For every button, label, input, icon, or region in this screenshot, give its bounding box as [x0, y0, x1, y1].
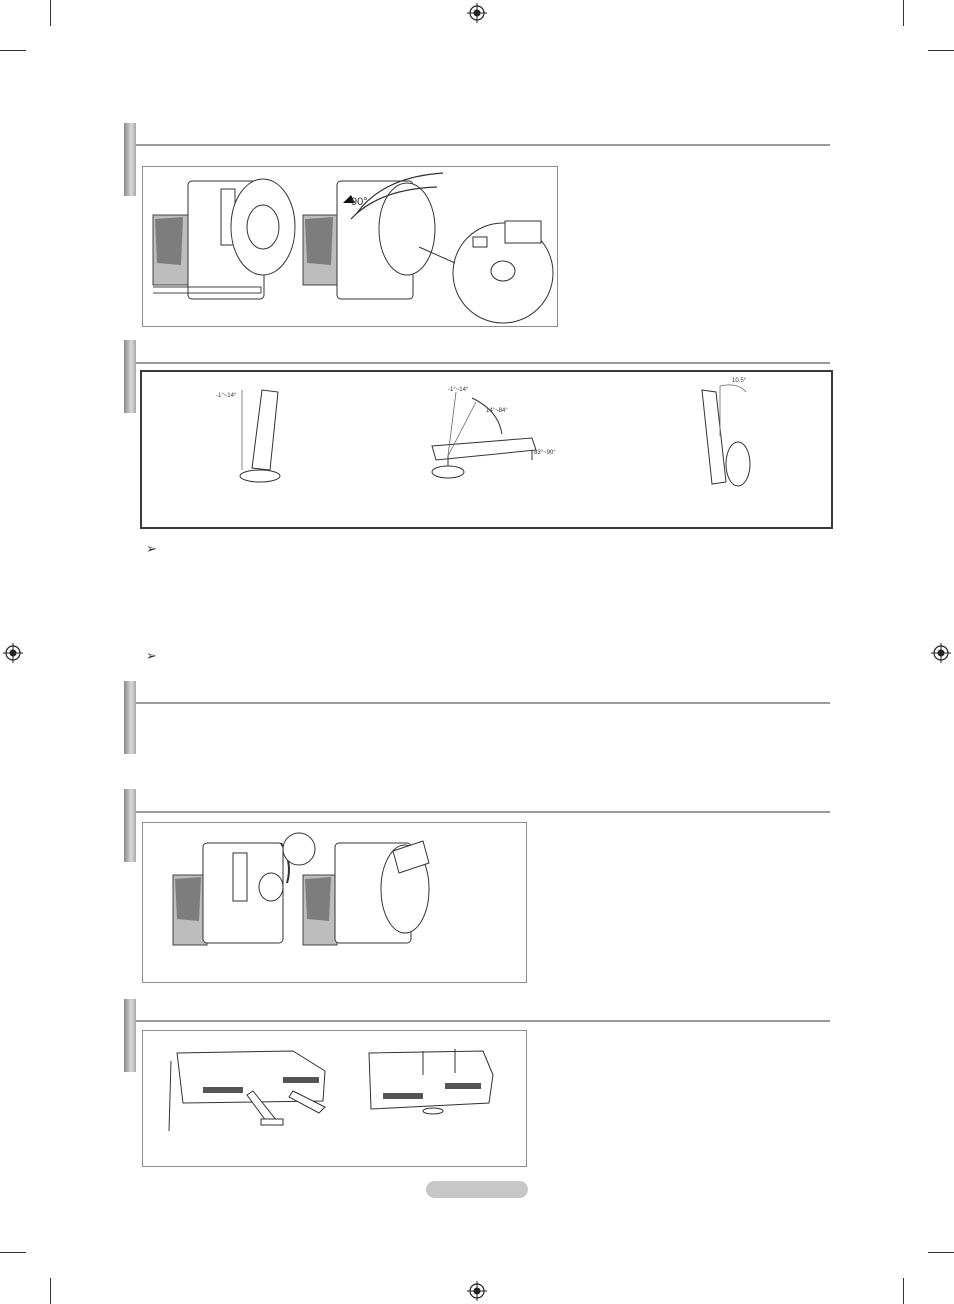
section-4-tab — [124, 789, 136, 862]
crop-mark-top-right-h — [928, 50, 954, 51]
section-1-rule — [136, 144, 830, 146]
swivel-stand-illustration — [143, 167, 557, 326]
figure-base-assembly — [142, 1030, 527, 1167]
registration-mark-bottom-icon — [467, 1281, 487, 1301]
crop-mark-bottom-right-v — [903, 1278, 904, 1304]
stand-removal-illustration — [143, 823, 526, 982]
crop-mark-top-right-v — [903, 0, 904, 26]
section-3-rule — [136, 702, 830, 704]
section-2-rule — [136, 362, 830, 364]
section-3-tab — [124, 681, 136, 754]
tilt-back-label-2: -1°~14° — [448, 387, 469, 393]
tilt-range-label: 10.5° — [732, 378, 747, 384]
registration-mark-right-icon — [931, 643, 951, 663]
base-assembly-illustration — [143, 1031, 526, 1166]
figure-tilt-angles — [140, 370, 833, 529]
registration-mark-left-icon — [3, 643, 23, 663]
section-5-rule — [136, 1020, 830, 1022]
section-2-tab — [124, 340, 136, 413]
note-arrow-1: ➢ — [146, 541, 157, 556]
note-arrow-2: ➢ — [146, 648, 157, 663]
tilt-angles-illustration — [142, 372, 831, 527]
tilt-back-label: -1°~14° — [216, 393, 237, 399]
crop-mark-bottom-left-h — [0, 1252, 26, 1253]
section-1-tab — [124, 123, 136, 196]
tilt-down-label: 14°~84° — [486, 408, 508, 414]
section-5-tab — [124, 999, 136, 1072]
rotate-angle-label: 90° — [351, 196, 368, 208]
foot-angle-label: 83°~90° — [534, 450, 556, 456]
crop-mark-top-left-h — [0, 50, 26, 51]
section-4-rule — [136, 811, 830, 813]
crop-mark-bottom-left-v — [50, 1278, 51, 1304]
registration-mark-top-icon — [467, 3, 487, 23]
page-number-badge — [426, 1181, 528, 1198]
figure-stand-removal — [142, 822, 527, 983]
crop-mark-top-left-v — [50, 0, 51, 26]
crop-mark-bottom-right-h — [928, 1252, 954, 1253]
figure-swivel-stand — [142, 166, 558, 327]
